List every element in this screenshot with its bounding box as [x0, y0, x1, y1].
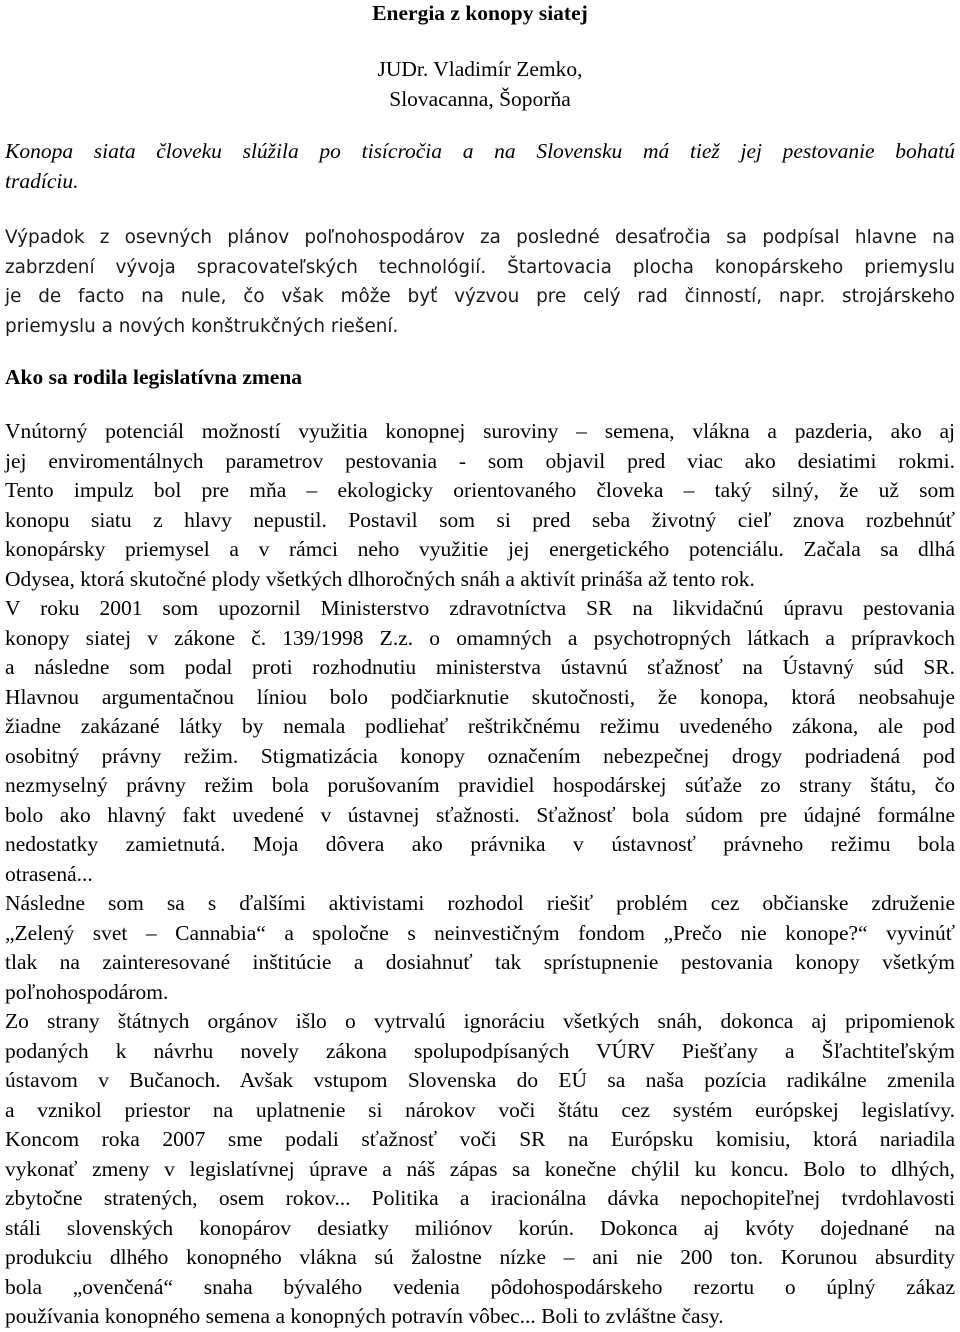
intro-line: priemyslu a nových konštrukčných riešení.: [5, 315, 399, 337]
body-line: používania konopného semena a konopných potravín vôbec... Boli to zvláštne časy.: [5, 1304, 724, 1328]
author-affiliation: Slovacanna, Šoporňa: [389, 86, 571, 111]
body-line: zbytočne stratených, osem rokov... Politika a iracionálna dávka nepochopiteľnej tvrdohlavosti: [5, 1186, 955, 1210]
body-line: konopy siatej v zákone č. 139/1998 Z.z. o omamných a psychotropných látkach a prípravkoch: [5, 625, 955, 650]
body-line: Vnútorný potenciál možností využitia konopnej suroviny – semena, vlákna a pazderia, ako aj: [5, 419, 955, 443]
body-line: konopu siatu z hlavy nepustil. Postavil som si pred seba životný cieľ znova rozbehnúť: [5, 507, 955, 532]
body-line: nezmyselný právny režim bola porušovaním pravidiel hospodárskej súťaže zo strany štátu, čo: [5, 773, 955, 797]
body-line: a následne som podal proti rozhodnutiu ministerstva ústavnú sťažnosť na Ústavný súd SR.: [5, 655, 955, 679]
body-line: otrasená...: [5, 861, 93, 886]
lead-line: tradíciu.: [5, 168, 79, 193]
body-line: jej enviromentálnych parametrov pestovania - som objavil pred viac ako desiatimi rokmi.: [5, 448, 955, 473]
section-body: [5, 417, 955, 1332]
author-name: JUDr. Vladimír Zemko,: [377, 57, 583, 81]
lead-paragraph: [5, 137, 955, 196]
body-line: tlak na zainteresované inštitúcie a dosiahnuť tak sprístupnenie pestovania konopy všetkým: [5, 950, 955, 974]
body-line: V roku 2001 som upozornil Ministerstvo zdravotníctva SR na likvidačnú úpravu pestovania: [5, 596, 955, 620]
body-line: produkciu dlhého konopného vlákna sú žalostne nízke – ani nie 200 ton. Korunou absurdity: [5, 1245, 955, 1269]
body-line: osobitný právny režim. Stigmatizácia konopy označením nebezpečnej drogy podriadená pod: [5, 743, 955, 768]
intro-line: je de facto na nule, čo však môže byť výzvou pre celý rad činností, napr. strojárskeho: [5, 286, 955, 307]
body-line: vykonať zmeny v legislatívnej úprave a náš zápas sa konečne chýlil ku koncu. Bolo to dlhých,: [5, 1156, 955, 1181]
lead-line: Konopa siata človeku slúžila po tisícročia a na Slovensku má tiež jej pestovanie bohatú: [5, 139, 955, 163]
document-page: [5, 0, 955, 1332]
body-line: Hlavnou argumentačnou líniou bolo podčiarknutie skutočnosti, že konopa, ktorá neobsahuje: [5, 684, 955, 709]
document-title: Energia z konopy siatej: [372, 1, 588, 25]
body-line: Odysea, ktorá skutočné plody všetkých dlhoročných snáh a aktivít prináša až tento rok.: [5, 566, 755, 591]
section-heading: Ako sa rodila legislatívna zmena: [5, 365, 303, 389]
body-line: bola „ovenčená“ snaha bývalého vedenia pôdohospodárskeho rezortu o úplný zákaz: [5, 1274, 955, 1299]
body-line: „Zelený svet – Cannabia“ a spoločne s neinvestičným fondom „Prečo nie konope?“ vyvinúť: [5, 920, 955, 945]
body-line: stáli slovenských konopárov desiatky miliónov korún. Dokonca aj kvóty dojednané na: [5, 1215, 955, 1240]
author-block: [5, 55, 955, 114]
body-line: konopársky priemysel a v rámci neho využitie jej energetického potenciálu. Začala sa dlhá: [5, 537, 955, 561]
body-line: žiadne zakázané látky by nemala podliehať reštrikčnému režimu uvedeného zákona, ale pod: [5, 714, 955, 738]
intro-paragraph: [5, 223, 955, 341]
body-line: podaných k návrhu novely zákona spolupodpísaných VÚRV Piešťany a Šľachtiteľským: [5, 1038, 955, 1063]
body-line: Zo strany štátnych orgánov išlo o vytrvalú ignoráciu všetkých snáh, dokonca aj pripomienok: [5, 1009, 955, 1033]
body-line: a vznikol priestor na uplatnenie si nárokov voči štátu cez systém európskej legislatívy.: [5, 1097, 955, 1122]
body-line: bolo ako hlavný fakt uvedené v ústavnej sťažnosti. Sťažnosť bola súdom pre údajné formálne: [5, 802, 955, 827]
intro-line: Výpadok z osevných plánov poľnohospodárov za posledné desaťročia sa podpísal hlavne na: [5, 227, 955, 248]
body-line: ústavom v Bučanoch. Avšak vstupom Slovenska do EÚ sa naša pozícia radikálne zmenila: [5, 1068, 955, 1092]
body-line: Následne som sa s ďalšími aktivistami rozhodol riešiť problém cez občianske združenie: [5, 891, 955, 915]
body-line: Koncom roka 2007 sme podali sťažnosť voči SR na Európsku komisiu, ktorá nariadila: [5, 1127, 955, 1151]
body-line: poľnohospodárom.: [5, 979, 169, 1004]
body-line: nedostatky zamietnutá. Moja dôvera ako právnika v ústavnosť právneho režimu bola: [5, 832, 955, 856]
intro-line: zabrzdení vývoja spracovateľských technológií. Štartovacia plocha konopárskeho priemyslu: [5, 256, 955, 278]
body-line: Tento impulz bol pre mňa – ekologicky orientovaného človeka – taký silný, že už som: [5, 478, 955, 502]
